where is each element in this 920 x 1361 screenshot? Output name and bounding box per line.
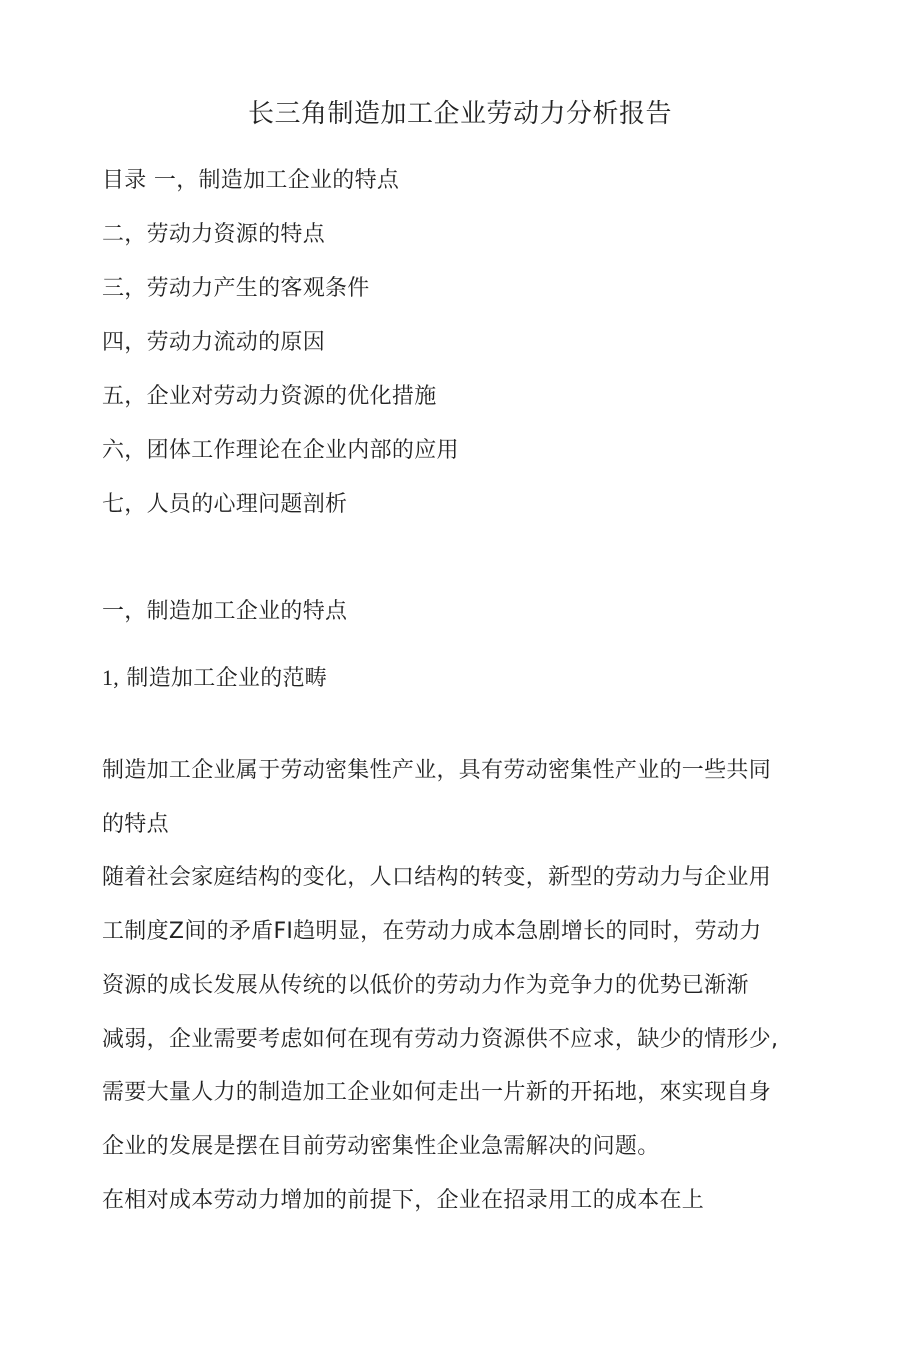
paragraph-1-line-1: 制造加工企业属于劳动密集性产业，具有劳动密集性产业的一些共同 (102, 758, 772, 783)
subsection-number: 1, (102, 665, 120, 690)
subsection-heading (102, 662, 327, 695)
paragraph-2-line-1: 随着社会家庭结构的变化，人口结构的转变，新型的劳动力与企业用 (102, 865, 772, 890)
toc-item-1: 目录 一，制造加工企业的特点 (102, 168, 400, 193)
toc-item-6: 六，团体工作理论在企业内部的应用 (102, 438, 459, 463)
toc-item-2: 二，劳动力资源的特点 (102, 222, 326, 247)
paragraph-3-line-1: 在相对成本劳动力增加的前提下，企业在招录用工的成本在上 (102, 1188, 705, 1213)
toc-item-5: 五，企业对劳动力资源的优化措施 (102, 384, 437, 409)
toc-item-3: 三，劳动力产生的客观条件 (102, 276, 370, 301)
paragraph-2-line-5: 需要大量人力的制造加工企业如何走出一片新的开拓地，來实现自身 (102, 1080, 772, 1105)
paragraph-2-line-6: 企业的发展是摆在目前劳动密集性企业急需解决的问题。 (102, 1134, 660, 1159)
paragraph-2-line-4: 减弱，企业需要考虑如何在现有劳动力资源供不应求，缺少的情形少, (102, 1027, 779, 1052)
paragraph-2-line-2: 工制度Z间的矛盾FI趋明显，在劳动力成本急剧增长的同时，劳动力 (102, 919, 762, 944)
toc-item-4: 四，劳动力流动的原因 (102, 330, 326, 355)
toc-item-7: 七，人员的心理问题剖析 (102, 492, 348, 517)
paragraph-2-line-3: 资源的成长发展从传统的以低价的劳动力作为竞争力的优势已渐渐 (102, 973, 749, 998)
paragraph-1-line-2: 的特点 (102, 812, 169, 837)
section-heading: 一，制造加工企业的特点 (102, 599, 348, 624)
subsection-title: 制造加工企业的范畴 (126, 666, 328, 691)
document-title: 长三角制造加工企业劳动力分析报告 (247, 99, 672, 129)
